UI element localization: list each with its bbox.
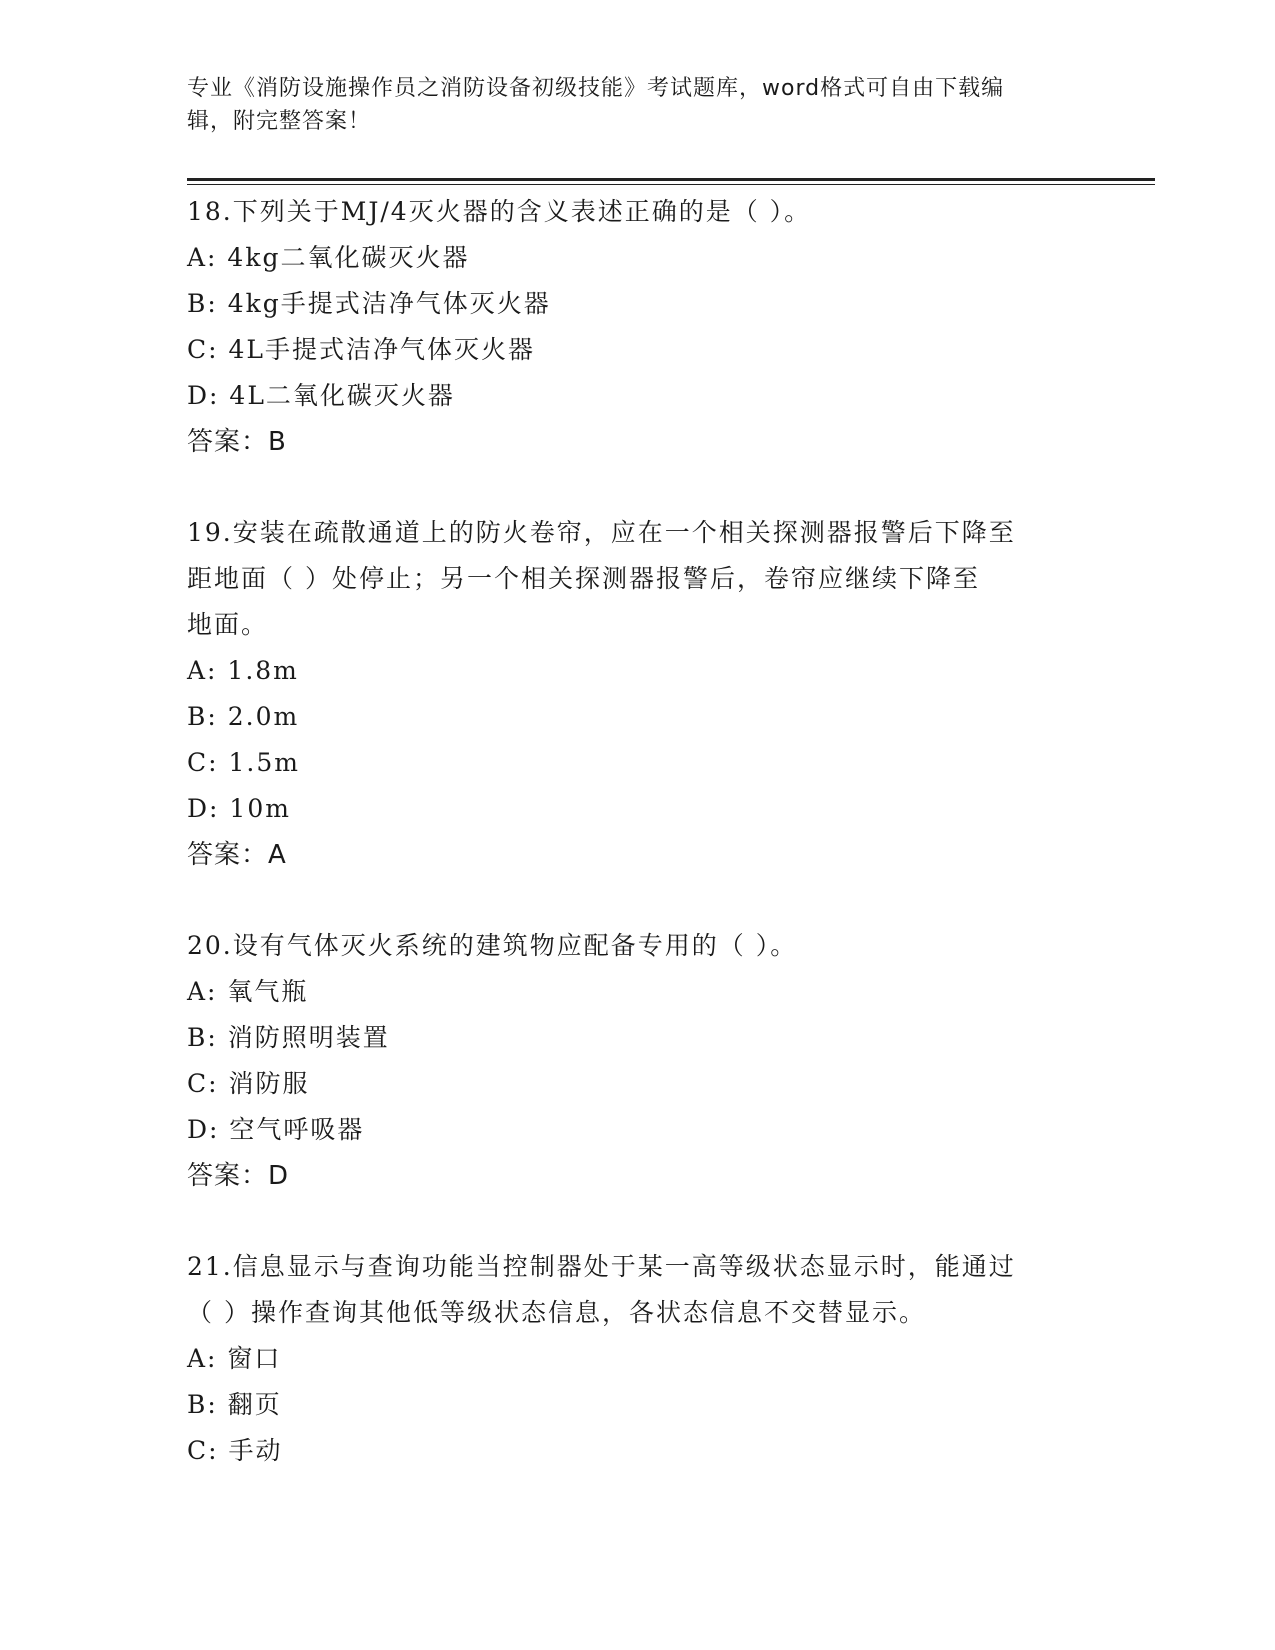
- header-line-2: 辑，附完整答案！: [187, 109, 372, 134]
- question-list: [187, 189, 1087, 1519]
- option-c: C: 1.5m: [187, 748, 300, 777]
- stem-line: 距地面（ ）处停止；另一个相关探测器报警后，卷帘应继续下降至: [187, 564, 980, 593]
- stem-line: 地面。: [187, 610, 269, 639]
- stem-line: 20.设有气体灭火系统的建筑物应配备专用的（ ）。: [187, 931, 798, 960]
- option-d: D: 4L二氧化碳灭火器: [187, 381, 455, 410]
- answer-line: 答案：B: [187, 427, 287, 457]
- stem-line: 19.安装在疏散通道上的防火卷帘，应在一个相关探测器报警后下降至: [187, 518, 1016, 547]
- question-19: [187, 510, 1087, 878]
- option-b: B: 4kg手提式洁净气体灭火器: [187, 289, 551, 318]
- document-header: [187, 72, 1067, 138]
- answer-line: 答案：A: [187, 840, 287, 870]
- option-c: C: 手动: [187, 1436, 283, 1465]
- option-a: A: 氧气瓶: [187, 977, 309, 1006]
- question-18: [187, 189, 1087, 465]
- option-d: D: 10m: [187, 794, 291, 823]
- option-b: B: 2.0m: [187, 702, 300, 731]
- option-a: A: 1.8m: [187, 656, 299, 685]
- question-20: [187, 923, 1087, 1199]
- question-stem: [187, 923, 1087, 969]
- stem-line: 18.下列关于MJ/4灭火器的含义表述正确的是（ ）。: [187, 197, 812, 226]
- question-stem: [187, 510, 1087, 648]
- stem-line: 21.信息显示与查询功能当控制器处于某一高等级状态显示时，能通过: [187, 1252, 1016, 1281]
- question-stem: [187, 189, 1087, 235]
- option-a: A: 4kg二氧化碳灭火器: [187, 243, 470, 272]
- question-21: [187, 1244, 1087, 1474]
- option-b: B: 翻页: [187, 1390, 282, 1419]
- option-b: B: 消防照明装置: [187, 1023, 390, 1052]
- header-rule-thick: [187, 178, 1155, 181]
- header-rule-thin: [187, 184, 1155, 185]
- question-stem: [187, 1244, 1087, 1336]
- stem-line: （ ）操作查询其他低等级状态信息，各状态信息不交替显示。: [187, 1298, 926, 1327]
- option-c: C: 消防服: [187, 1069, 310, 1098]
- answer-line: 答案：D: [187, 1161, 290, 1191]
- option-d: D: 空气呼吸器: [187, 1115, 365, 1144]
- option-c: C: 4L手提式洁净气体灭火器: [187, 335, 536, 364]
- header-line-1: 专业《消防设施操作员之消防设备初级技能》考试题库，word格式可自由下载编: [187, 76, 1005, 101]
- option-a: A: 窗口: [187, 1344, 282, 1373]
